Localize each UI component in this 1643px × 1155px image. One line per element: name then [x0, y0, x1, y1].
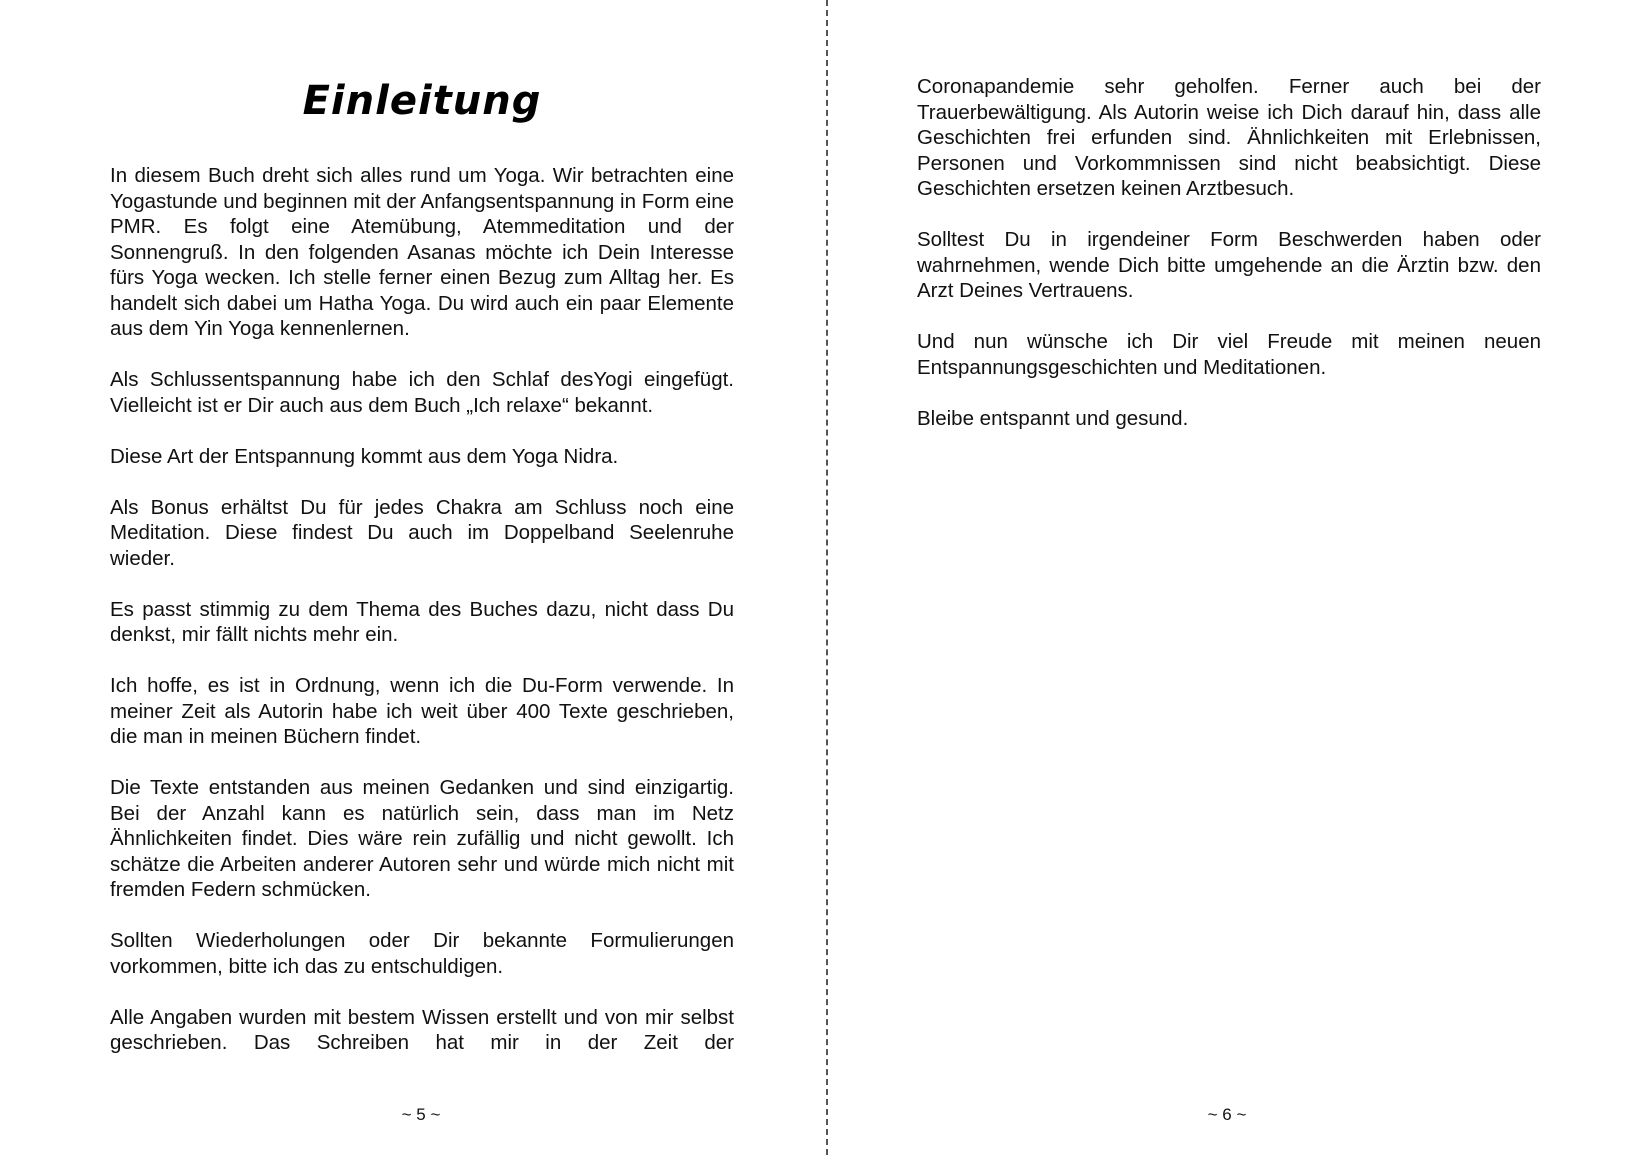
paragraph: Als Bonus erhältst Du für jedes Chakra am Schluss noch eine Meditation. Diese findest Du auch im Doppelband Seelenruhe wieder.	[110, 495, 734, 570]
paragraph: Diese Art der Entspannung kommt aus dem Yoga Nidra.	[110, 444, 619, 468]
paragraph: Solltest Du in irgendeiner Form Beschwerden haben oder wahrnehmen, wende Dich bitte umgehende an die Ärztin bzw. den Arzt Deines Vertrauens.	[917, 228, 1541, 302]
paragraph: In diesem Buch dreht sich alles rund um Yoga. Wir betrachten eine Yogastunde und beginnen mit der Anfangsentspannung in Form eine PMR. Es folgt eine Atemübung, Atemmeditation und der Sonnengruß. In den folgenden Asanas möchte ich Dein Interesse fürs Yoga wecken. Ich stelle ferner einen Bezug zum Alltag her. Es handelt sich dabei um Hatha Yoga. Du wird auch ein paar Elemente aus dem Yin Yoga kennenlernen.	[110, 164, 734, 340]
paragraph: Coronapandemie sehr geholfen. Ferner auch bei der Trauerbewältigung. Als Autorin weise ich Dich darauf hin, dass alle Geschichten frei erfunden sind. Ähnlichkeiten mit Erlebnissen, Personen und Vorkommnissen sind nicht beabsichtigt. Diese Geschichten ersetzen keinen Arztbesuch.	[917, 75, 1541, 200]
chapter-title: Einleitung	[302, 78, 542, 124]
page-number: ~ 6 ~	[1207, 1105, 1247, 1124]
paragraph: Die Texte entstanden aus meinen Gedanken und sind einzigartig. Bei der Anzahl kann es natürlich sein, dass man im Netz Ähnlichkeiten findet. Dies wäre rein zufällig und nicht gewollt. Ich schätze die Arbeiten anderer Autoren sehr und würde mich nicht mit fremden Federn schmücken.	[110, 776, 734, 901]
left-page-body	[110, 163, 734, 1081]
paragraph: Ich hoffe, es ist in Ordnung, wenn ich die Du-Form verwende. In meiner Zeit als Autorin habe ich weit über 400 Texte geschrieben, die man in meinen Büchern findet.	[110, 674, 734, 748]
page-number: ~ 5 ~	[401, 1105, 441, 1124]
paragraph: Es passt stimmig zu dem Thema des Buches dazu, nicht dass Du denkst, mir fällt nichts mehr ein.	[110, 597, 734, 646]
right-page-body	[917, 74, 1541, 457]
paragraph: Bleibe entspannt und gesund.	[917, 406, 1189, 430]
paragraph: Alle Angaben wurden mit bestem Wissen erstellt und von mir selbst geschrieben. Das Schreiben hat mir in der Zeit der	[110, 1005, 734, 1054]
paragraph: Sollten Wiederholungen oder Dir bekannte Formulierungen vorkommen, bitte ich das zu entschuldigen.	[110, 929, 734, 978]
paragraph: Als Schlussentspannung habe ich den Schlaf desYogi eingefügt. Vielleicht ist er Dir auch aus dem Buch „Ich relaxe“ bekannt.	[110, 368, 734, 417]
paragraph: Und nun wünsche ich Dir viel Freude mit meinen neuen Entspannungsgeschichten und Meditationen.	[917, 330, 1541, 379]
